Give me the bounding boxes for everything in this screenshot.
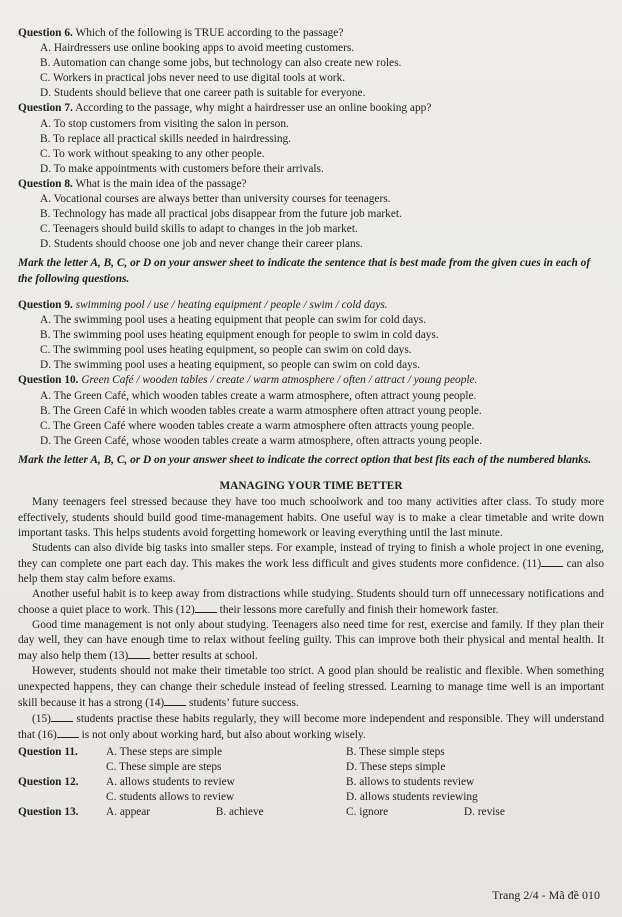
option-12d: D. allows students reviewing bbox=[346, 791, 478, 804]
option-11d: D. These steps simple bbox=[346, 761, 446, 773]
question-10-label: Question 10. bbox=[18, 374, 79, 387]
option-10d: D. The Green Café, whose wooden tables create a warm atmosphere, often attracts young people. bbox=[40, 434, 483, 447]
option-12c: C. students allows to review bbox=[106, 791, 235, 804]
instruction-sentence-building: Mark the letter A, B, C, or D on your answer sheet to indicate the sentence that is best made from the given cues in each of the following questions. bbox=[18, 257, 591, 285]
option-13a: A. appear bbox=[106, 806, 151, 819]
question-9-cues: swimming pool / use / heating equipment / people / swim / cold days. bbox=[75, 298, 388, 311]
paragraph-2-text-b: can also help them stay calm before exams. bbox=[18, 557, 605, 585]
option-10b: B. The Green Café in which wooden tables create a warm atmosphere often attract young people. bbox=[40, 404, 482, 417]
question-10 bbox=[18, 373, 604, 448]
passage-paragraph-3 bbox=[18, 587, 604, 618]
question-8-text: What is the main idea of the passage? bbox=[75, 177, 247, 190]
q13-options-left bbox=[106, 805, 346, 820]
option-13b: B. achieve bbox=[215, 806, 264, 819]
question-10-stem bbox=[18, 373, 604, 388]
option-8c: C. Teenagers should build skills to adapt to changes in the job market. bbox=[40, 223, 358, 236]
question-11-label: Question 11. bbox=[18, 745, 78, 758]
blank-16 bbox=[57, 727, 79, 738]
blank-15 bbox=[51, 711, 73, 722]
question-6-stem bbox=[18, 26, 604, 41]
option-9d: D. The swimming pool uses a heating equipment, so people can swim on cold days. bbox=[40, 359, 421, 372]
option-12a: A. allows students to review bbox=[106, 776, 235, 789]
paragraph-6-text-b: students practise these habits regularly, they will become more independent and responsible. They will understand that (16) bbox=[18, 712, 604, 741]
q13-options-right bbox=[346, 805, 604, 820]
option-11c: C. These simple are steps bbox=[106, 761, 222, 773]
page-footer: Trang 2/4 - Mã đề 010 bbox=[492, 888, 600, 902]
option-13c: C. ignore bbox=[346, 806, 389, 819]
passage-paragraph-1: Many teenagers feel stressed because they have too much schoolwork and too many activities after class. To study more effectively, students should build good time-management habits. One useful way is to make a clear timetable and write down important tasks. This helps students avoid forgetting homework or leaving everything until the last minute. bbox=[18, 496, 604, 539]
question-9-label: Question 9. bbox=[18, 298, 73, 311]
question-6-label: Question 6. bbox=[18, 27, 73, 39]
option-8d: D. Students should choose one job and never change their career plans. bbox=[40, 238, 363, 251]
option-11b: B. These simple steps bbox=[346, 745, 445, 758]
question-6-text: Which of the following is TRUE according to the passage? bbox=[75, 27, 344, 39]
option-6c: C. Workers in practical jobs never need to use digital tools at work. bbox=[40, 72, 346, 85]
question-9-stem bbox=[18, 298, 604, 313]
paragraph-4-text-a: Good time management is not only about studying. Teenagers also need time for rest, exercise and family. If they plan their day well, they can have enough time to relax without feeling guilty. This can improve both their physical and mental health. It may also help them (13) bbox=[18, 619, 604, 663]
option-9b: B. The swimming pool uses heating equipment enough for people to swim in cold days. bbox=[40, 329, 439, 342]
blank-12 bbox=[195, 602, 217, 613]
question-8-label: Question 8. bbox=[18, 177, 73, 190]
question-7-text: According to the passage, why might a hairdresser use an online booking app? bbox=[75, 102, 432, 115]
option-6b: B. Automation can change some jobs, but technology can also create new roles. bbox=[40, 57, 402, 70]
paragraph-6-text-a: (15) bbox=[32, 712, 51, 725]
paragraph-5-text-b: students’ future success. bbox=[186, 696, 299, 709]
passage-paragraph-6 bbox=[18, 711, 604, 743]
option-12b: B. allows to students review bbox=[346, 776, 475, 789]
option-10a: A. The Green Café, which wooden tables create a warm atmosphere, often attract young people. bbox=[40, 389, 477, 402]
option-13d: D. revise bbox=[463, 806, 505, 819]
passage-paragraph-2 bbox=[18, 541, 604, 587]
blank-13 bbox=[128, 648, 150, 659]
option-8a: A. Vocational courses are always better than university courses for teenagers. bbox=[40, 193, 391, 206]
question-7-stem bbox=[18, 101, 604, 116]
blank-11 bbox=[541, 556, 563, 567]
option-6d: D. Students should believe that one career path is suitable for everyone. bbox=[40, 87, 366, 100]
instruction-cloze: Mark the letter A, B, C, or D on your answer sheet to indicate the correct option that best fits each of the numbered blanks. bbox=[18, 453, 592, 466]
option-7b: B. To replace all practical skills needed in hairdressing. bbox=[40, 132, 291, 145]
passage-paragraph-5 bbox=[18, 664, 604, 710]
option-11a: A. These steps are simple bbox=[106, 745, 223, 758]
passage-title: MANAGING YOUR TIME BETTER bbox=[219, 480, 403, 493]
question-13-label: Question 13. bbox=[18, 806, 79, 819]
question-7 bbox=[18, 101, 604, 176]
paragraph-5-text-a: However, students should not make their timetable too strict. A good plan should be realistic and flexible. When something unexpected happens, they can change their schedule instead of feeling stressed. Learning to manage time well is an important skill because it has a strong (14) bbox=[18, 665, 604, 709]
option-7d: D. To make appointments with customers before their arrivals. bbox=[40, 162, 324, 175]
paragraph-6-text-c: is not only about working hard, but also about working wisely. bbox=[78, 728, 366, 741]
option-10c: C. The Green Café where wooden tables create a warm atmosphere often attracts young people. bbox=[40, 419, 475, 432]
option-7a: A. To stop customers from visiting the salon in person. bbox=[40, 117, 289, 130]
question-8 bbox=[18, 177, 604, 252]
question-6 bbox=[18, 26, 604, 101]
paragraph-3-text-b: their lessons more carefully and finish their homework faster. bbox=[216, 604, 499, 617]
option-6a: A. Hairdressers use online booking apps to avoid meeting customers. bbox=[40, 42, 355, 55]
paragraph-4-text-b: better results at school. bbox=[150, 650, 258, 663]
question-12-label: Question 12. bbox=[18, 776, 79, 789]
answer-grid bbox=[18, 745, 604, 820]
question-9 bbox=[18, 298, 604, 373]
blank-14 bbox=[164, 695, 186, 706]
passage-paragraph-4 bbox=[18, 618, 604, 664]
question-10-cues: Green Café / wooden tables / create / warm atmosphere / often / attract / young people. bbox=[81, 374, 478, 387]
option-9c: C. The swimming pool uses heating equipment, so people can swim on cold days. bbox=[40, 344, 412, 357]
option-8b: B. Technology has made all practical jobs disappear from the future job market. bbox=[40, 208, 402, 221]
paragraph-2-text-a: Students can also divide big tasks into smaller steps. For example, instead of trying to finish a whole project in one evening, they can complete one part each day. This makes the work less difficult and gives students more confidence. (11) bbox=[18, 541, 604, 570]
question-8-stem bbox=[18, 177, 604, 192]
paragraph-3-text-a: Another useful habit is to keep away from distractions while studying. Students should turn off unnecessary notifications and choose a quiet place to work. This (12) bbox=[18, 587, 604, 617]
question-7-label: Question 7. bbox=[18, 102, 73, 115]
option-9a: A. The swimming pool uses a heating equipment that people can swim for cold days. bbox=[40, 314, 427, 327]
option-7c: C. To work without speaking to any other people. bbox=[40, 147, 265, 160]
